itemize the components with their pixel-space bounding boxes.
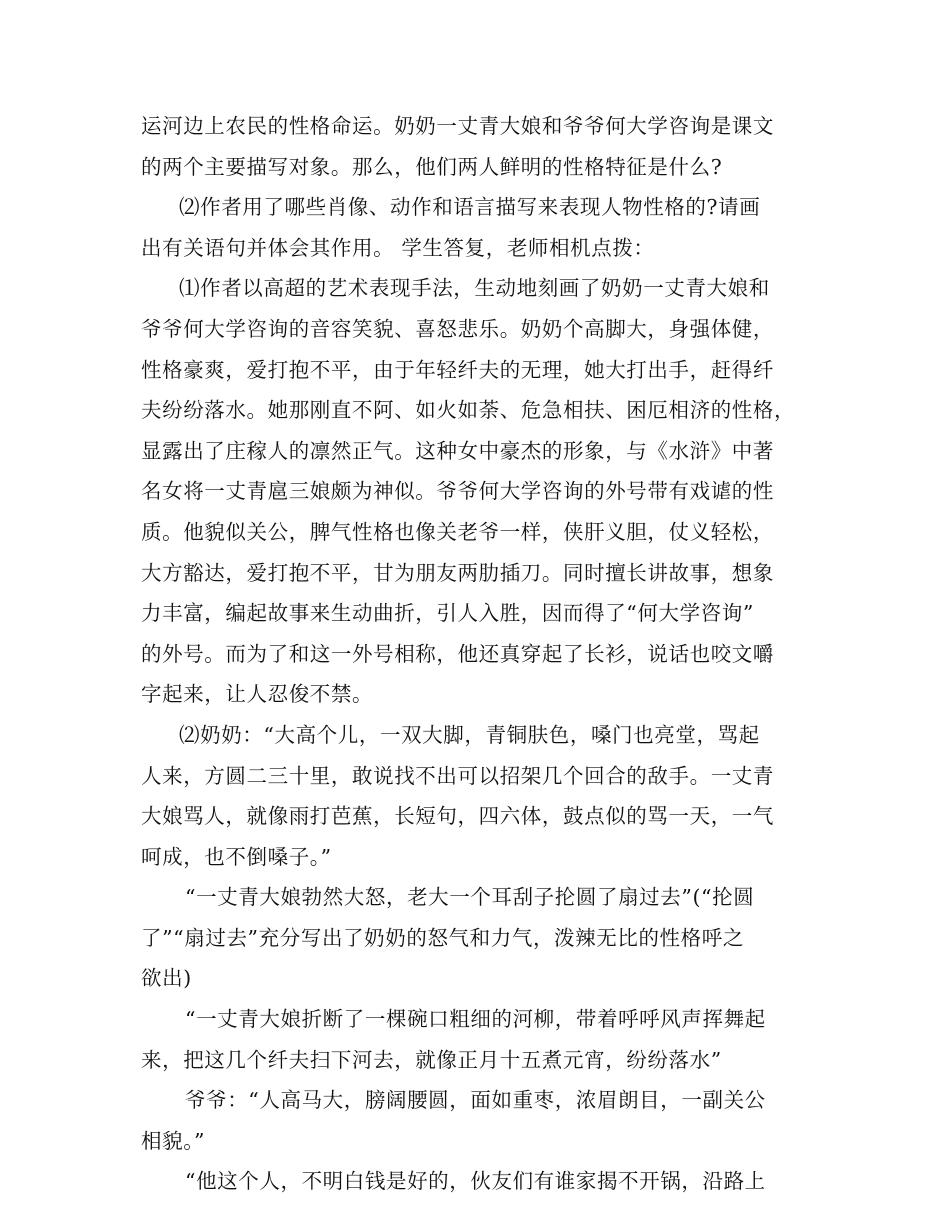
paragraph-line: ⑴作者以高超的艺术表现手法，生动地刻画了奶奶一丈青大娘和 xyxy=(179,276,770,301)
paragraph-line: ⑵奶奶：“大高个儿，一双大脚，青铜肤色，嗓门也亮堂，骂起 xyxy=(179,722,760,747)
paragraph-line: 名女将一丈青扈三娘颇为神似。爷爷何大学咨询的外号带有戏谑的性 xyxy=(141,479,774,504)
paragraph-line: 欲出) xyxy=(141,966,192,991)
paragraph-line: 的外号。而为了和这一外号相称，他还真穿起了长衫，说话也咬文嚼 xyxy=(141,641,774,666)
paragraph-line: “一丈青大娘勃然大怒，老大一个耳刮子抡圆了扇过去”(“抡圆 xyxy=(185,885,755,910)
paragraph-line: 爷爷：“人高马大，膀阔腰圆，面如重枣，浓眉朗目，一副关公 xyxy=(185,1088,766,1113)
paragraph-line: 运河边上农民的性格命运。奶奶一丈青大娘和爷爷何大学咨询是课文 xyxy=(141,114,774,138)
paragraph-line: 呵成，也不倒嗓子。” xyxy=(141,844,332,869)
paragraph-line: “一丈青大娘折断了一棵碗口粗细的河柳，带着呼呼风声挥舞起 xyxy=(185,1007,766,1032)
paragraph-line: 显露出了庄稼人的凛然正气。这种女中豪杰的形象，与《水浒》中著 xyxy=(141,438,774,463)
paragraph-line: “他这个人，不明白钱是好的，伙友们有谁家揭不开锅，沿路上 xyxy=(185,1169,766,1194)
paragraph-line: 质。他貌似关公，脾气性格也像关老爷一样，侠肝义胆，仗义轻松， xyxy=(141,519,774,544)
paragraph-line: 爷爷何大学咨询的音容笑貌、喜怒悲乐。奶奶个高脚大，身强体健， xyxy=(141,316,774,341)
paragraph-line: 大方豁达，爱打抱不平，甘为朋友两肋插刀。同时擅长讲故事，想象 xyxy=(141,560,774,585)
body-text xyxy=(141,106,821,1202)
paragraph-line: 出有关语句并体会其作用。 学生答复，老师相机点拨： xyxy=(141,235,655,260)
paragraph-line: 性格豪爽，爱打抱不平，由于年轻纤夫的无理，她大打出手，赶得纤 xyxy=(141,357,774,382)
paragraph-line: 字起来，让人忍俊不禁。 xyxy=(141,682,374,707)
paragraph-line: 了”“扇过去”充分写出了奶奶的怒气和力气，泼辣无比的性格呼之 xyxy=(141,925,744,950)
paragraph-line: 力丰富，编起故事来生动曲折，引人入胜，因而得了“何大学咨询” xyxy=(141,601,754,626)
paragraph-line: 大娘骂人，就像雨打芭蕉，长短句，四六体，鼓点似的骂一天，一气 xyxy=(141,804,774,829)
paragraph-line: ⑵作者用了哪些肖像、动作和语言描写来表现人物性格的?请画 xyxy=(179,195,761,220)
paragraph-line: 相貌。” xyxy=(141,1128,206,1153)
paragraph-line: 夫纷纷落水。她那刚直不阿、如火如荼、危急相扶、困厄相济的性格， xyxy=(141,398,796,423)
paragraph-line: 人来，方圆二三十里，敢说找不出可以招架几个回合的敌手。一丈青 xyxy=(141,763,774,788)
paragraph-line: 来，把这几个纤夫扫下河去，就像正月十五煮元宵，纷纷落水” xyxy=(141,1047,722,1072)
paragraph-line: 的两个主要描写对象。那么，他们两人鲜明的性格特征是什么? xyxy=(141,154,723,179)
